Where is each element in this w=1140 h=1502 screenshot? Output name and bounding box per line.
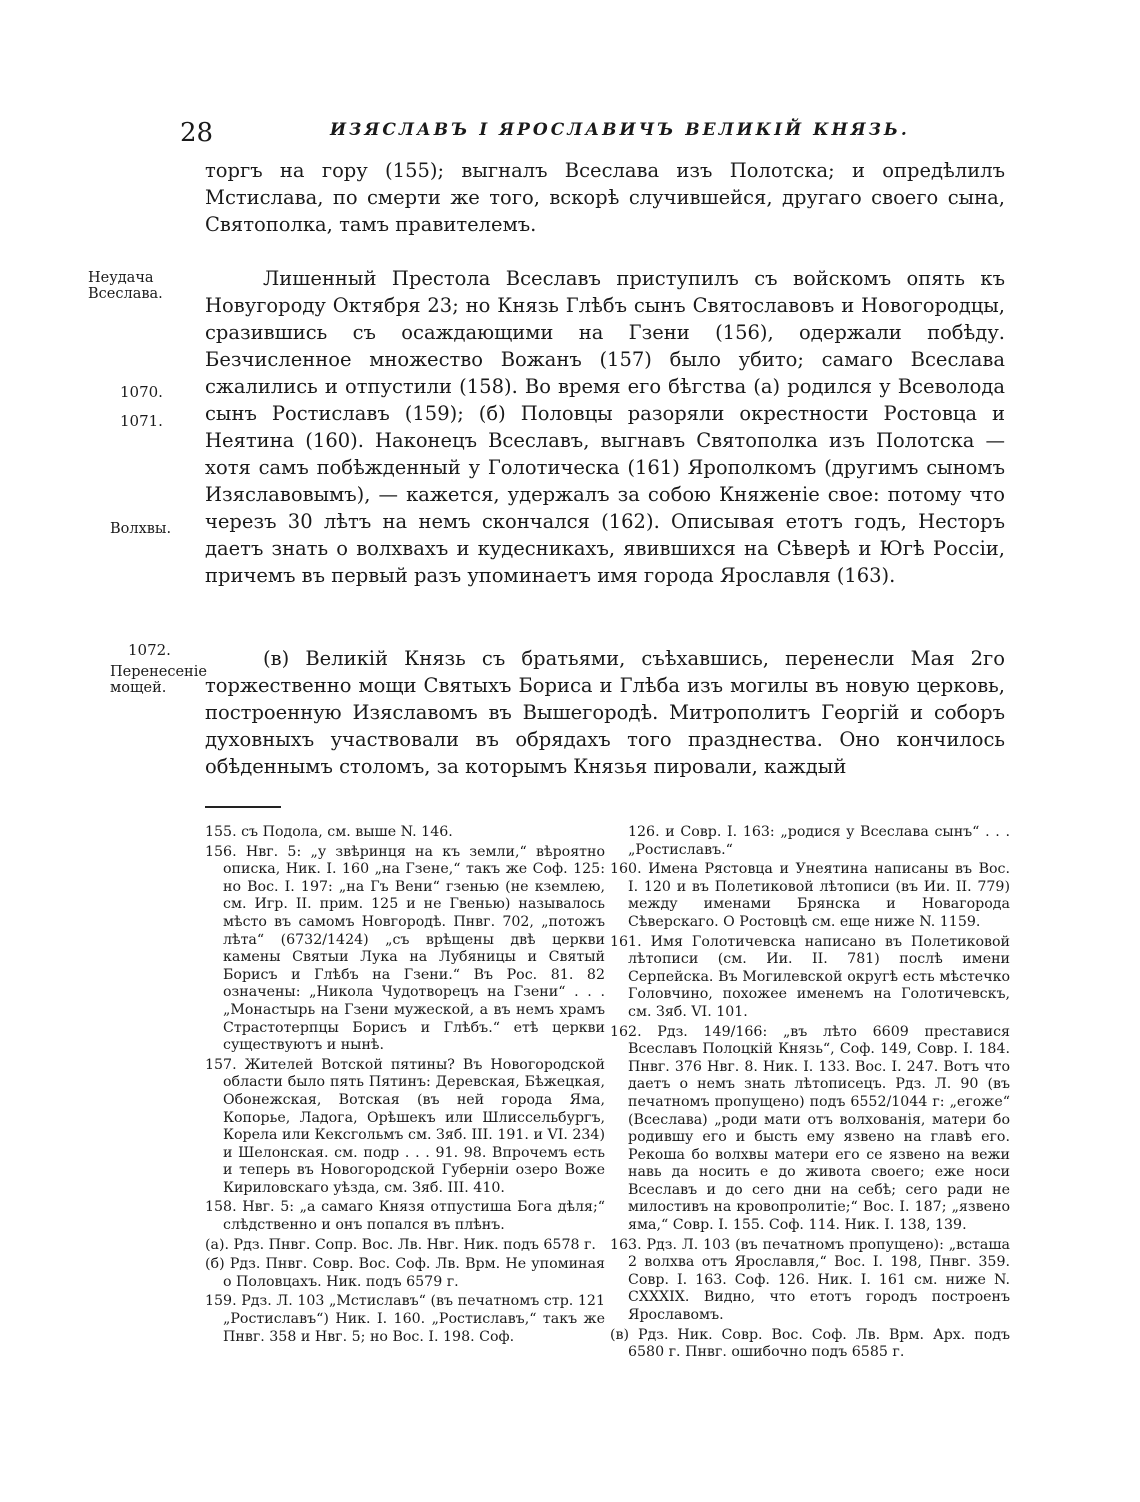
margin-note-failure: Неудача Всеслава. — [88, 270, 163, 302]
margin-note-volkhvy: Волхвы. — [110, 521, 172, 537]
running-head — [180, 118, 940, 154]
footnote: 155. съ Подола, см. выше N. 146. — [205, 824, 453, 840]
margin-year-1071: 1071. — [120, 412, 163, 430]
main-paragraph-2 — [205, 265, 1005, 589]
margin-note-relics: Перенесеніе мощей. — [110, 664, 207, 696]
margin-year-1072: 1072. — [128, 641, 171, 659]
paragraph-text: (в) Великій Князь съ братьями, съѣхавшись, перенесли Мая 2го торжественно мощи Святыхъ Бориса и Глѣба изъ могилы въ новую церковь, построенную Изяславомъ въ Вышегородѣ. Митрополитъ Георгій и соборъ духовныхъ участвовали въ обрядахъ того празднества. Оно кончилось обѣденнымъ столомъ, за которымъ Князья пировали, каждый — [205, 647, 1005, 778]
footnotes-left-column — [205, 824, 605, 1348]
footnote: (б) Рдз. Пнвг. Совр. Вос. Соф. Лв. Врм. Не упоминая о Половцахъ. Ник. подъ 6579 г. — [205, 1256, 605, 1290]
footnote: 158. Нвг. 5: „а самаго Князя отпустиша Бога дѣля;“ слѣдственно и онъ попался въ плѣнъ. — [205, 1199, 605, 1234]
footnote: 162. Рдз. 149/166: „въ лѣто 6609 преставися Всеславъ Полоцкій Князь“, Соф. 149, Совр. I. 184. Пнвг. 376 Нвг. 8. Ник. I. 133. Вос. I. 247. Вотъ что даетъ о немъ знать лѣтописецъ. Рдз. Л. 90 (въ печатномъ пропущено) подъ 6552/1044 г: „егоже“ (Всеслава) „роди мати отъ волхованія, матери бо родившу его и бысть ему язвено на главѣ его. Рекоша бо волхвы матери его се язвено на вежи навь да носить е до живота своего; еже носи Всеславъ и до сего дни на себѣ; сего ради не милостивъ на кровопролитіе;“ Вос. I. 187; „язвено яма,“ Совр. I. 155. Соф. 114. Ник. I. 138, 139. — [610, 1023, 1010, 1234]
footnote: 126. и Совр. I. 163: „родися у Всеслава сынъ“ . . . „Ростиславъ.“ — [628, 824, 1010, 858]
footnote: 160. Имена Рястовца и Унеятина написаны въ Вос. I. 120 и въ Полетиковой лѣтописи (въ Ии. II. 779) между именами Брянска и Новагорода Сѣверскаго. О Ростовцѣ см. еще ниже N. 1159. — [610, 861, 1010, 930]
footnote: (в) Рдз. Ник. Совр. Вос. Соф. Лв. Врм. Арх. подъ 6580 г. Пнвг. ошибочно подъ 6585 г. — [610, 1326, 1010, 1361]
main-paragraph-3 — [205, 645, 1005, 780]
paragraph-text: Лишенный Престола Всеславъ приступилъ съ войскомъ опять къ Новугороду Октября 23; но Князь Глѣбъ сынъ Святославовъ и Новогородцы, сразившись съ осаждающими на Гзени (156), одержали побѣду. Безчисленное множество Вожанъ (157) было убито; самаго Всеслава сжалились и отпустили (158). Во время его бѣгства (а) родился у Всеволода сынъ Ростиславъ (159); (б) Половцы разоряли окрестности Ростовца и Неятина (160). Наконецъ Всеславъ, выгнавъ Святополка изъ Полотска — хотя самъ побѣжденный у Голотическа (161) Ярополкомъ (другимъ сыномъ Изяславовымъ), — кажется, удержалъ за собою Княженіе свое: потому что черезъ 30 лѣтъ на немъ скончался (162). Описывая етотъ годъ, Несторъ даетъ знать о волхвахъ и кудесникахъ, явившихся на Сѣверѣ и Югѣ Россіи, причемъ въ первый разъ упоминаетъ имя города Ярославля (163). — [205, 267, 1005, 587]
footnote: 163. Рдз. Л. 103 (въ печатномъ пропущено): „всташа 2 волхва отъ Ярославля,“ Вос. I. 198, Пнвг. 359. Совр. I. 163. Соф. 126. Ник. I. 161 см. ниже N. CXXXIX. Видно, что етотъ городъ построенъ Ярославомъ. — [610, 1236, 1010, 1324]
margin-year-1070: 1070. — [120, 383, 163, 401]
main-paragraph-1 — [205, 157, 1005, 238]
page-number: 28 — [180, 118, 214, 148]
footnote-rule — [205, 806, 281, 808]
footnote: 156. Нвг. 5: „у звѣринця на къ земли,“ вѣроятно описка, Ник. I. 160 „на Гзене,“ такъ же Соф. 125: но Вос. I. 197: „на Гъ Вени“ гзенью (не кземлею, см. Игр. II. прим. 125 и не Гвенью) называлось мѣсто въ самомъ Новгородѣ. Пнвг. 702, „потожъ лѣта“ (6732/1424) „съ врѣщены двѣ церкви камены Святыи Лука на Лубяницы и Святый Борисъ и Глѣбъ на Гзени.“ Въ Рос. 81. 82 означены: „Никола Чудотворецъ на Гзени“ . . . „Монастырь на Гзени мужеской, а въ немъ храмъ Страстотерпцы Борисъ и Глѣбъ.“ етѣ церкви существуютъ и нынѣ. — [205, 843, 605, 1054]
footnotes-right-column — [610, 824, 1010, 1364]
footnote: 159. Рдз. Л. 103 „Мстиславъ“ (въ печатномъ стр. 121 „Ростиславъ“) Ник. I. 160. „Ростиславъ,“ такъ же Пнвг. 358 и Нвг. 5; но Вос. I. 198. Соф. — [205, 1293, 605, 1345]
footnote: 157. Жителей Вотской пятины? Въ Новогородской области было пять Пятинъ: Деревская, Бѣжецкая, Обонежская, Вотская (въ ней города Яма, Копорье, Ладога, Орѣшекъ или Шлиссельбургъ, Корела или Кексгольмъ см. Зяб. III. 191. и VI. 234) и Шелонская. см. подр . . . 91. 98. Впрочемъ есть и теперь въ Новогородской Губерніи озеро Воже Кириловскаго уѣзда, см. Зяб. III. 410. — [205, 1056, 605, 1196]
paragraph-text: торгъ на гору (155); выгналъ Всеслава изъ Полотска; и опредѣлилъ Мстислава, по смерти же того, вскорѣ случившейся, другаго своего сына, Святополка, тамъ правителемъ. — [205, 159, 1005, 236]
running-title: ИЗЯСЛАВЪ I ЯРОСЛАВИЧЪ ВЕЛИКІЙ КНЯЗЬ. — [330, 120, 910, 140]
footnote: 161. Имя Голотичевска написано въ Полетиковой лѣтописи (см. Ии. II. 781) послѣ имени Серпейска. Въ Могилевской округѣ есть мѣстечко Головчино, похожее именемъ на Голотичевскъ, см. Зяб. VI. 101. — [610, 933, 1010, 1020]
footnote: (а). Рдз. Пнвг. Сопр. Вос. Лв. Нвг. Ник. подъ 6578 г. — [205, 1236, 596, 1253]
